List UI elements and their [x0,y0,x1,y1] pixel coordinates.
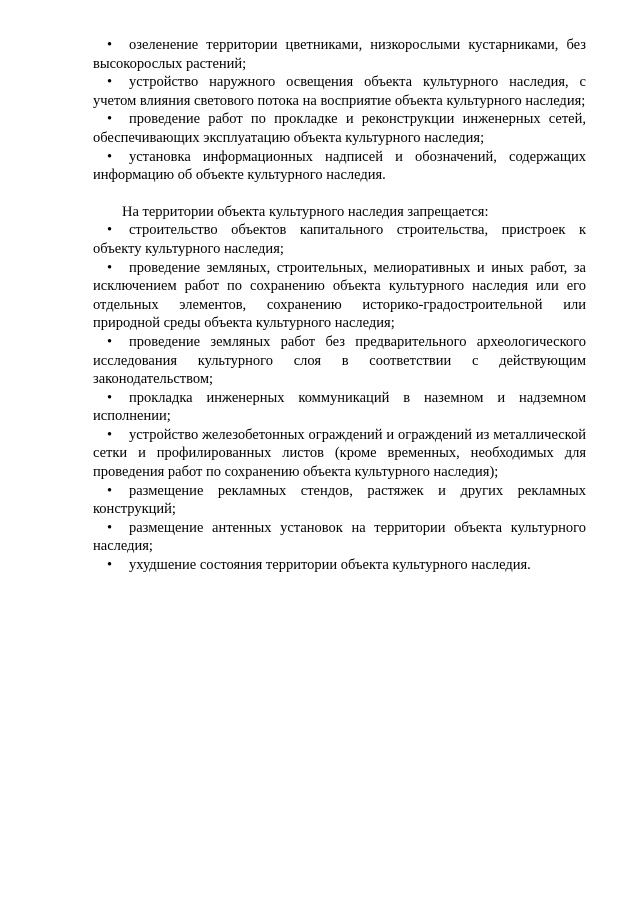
bullet-icon: • [107,148,113,165]
list-item [93,333,586,389]
list-item [93,259,586,333]
document-body [93,36,586,575]
list-item-text: прокладка инженерных коммуникаций в наземном и надземном исполнении; [93,389,586,425]
list-item-text: размещение рекламных стендов, растяжек и других рекламных конструкций; [93,482,586,518]
list-item [93,556,586,575]
bullet-icon: • [107,74,113,91]
bullet-icon: • [107,519,113,536]
list-item [93,148,586,185]
list-item [93,389,586,426]
list-item-text: размещение антенных установок на территории объекта культурного наследия; [93,519,586,555]
bullet-icon: • [107,389,113,406]
list-item-text: устройство наружного освещения объекта культурного наследия, с учетом влияния светового потока на восприятие объекта культурного наследия; [93,74,586,109]
list-item-text: устройство железобетонных ограждений и ограждений из металлической сетки и профилированных листов (кроме временных, необходимых для проведения работ по сохранению объекта культурного наследия); [93,426,586,481]
list-item-text: проведение земляных, строительных, мелиоративных и иных работ, за исключением работ по сохранению объекта культурного наследия или его отдельных элементов, сохранению историко-градостроительной или природной среды объекта культурного наследия; [93,259,586,332]
list-item [93,73,586,110]
bullet-icon: • [107,111,113,128]
list-item [93,426,586,482]
bullet-icon: • [107,222,113,239]
list-item-text: ухудшение состояния территории объекта культурного наследия. [129,557,531,574]
bullet-icon: • [107,37,113,53]
list-item-text: озеленение территории цветниками, низкорослыми кустарниками, без высокорослых растений; [93,37,586,72]
bullet-icon: • [107,426,113,443]
list-item-text: проведение земляных работ без предварительного археологического исследования культурного слоя в соответствии с действующим законодательством; [93,333,586,388]
bullet-icon: • [107,333,113,350]
list-item [93,221,586,258]
bullet-icon: • [107,557,113,574]
list-item [93,482,586,519]
list-item [93,36,586,73]
list-item [93,110,586,147]
list-item-text: строительство объектов капитального строительства, пристроек к объекту культурного наследия; [93,222,586,257]
prohibited-heading: На территории объекта культурного наследия запрещается: [122,203,489,220]
list-item [93,519,586,556]
list-item-text: проведение работ по прокладке и реконструкции инженерных сетей, обеспечивающих эксплуатацию объекта культурного наследия; [93,111,586,146]
prohibited-works-list [93,221,586,574]
bullet-icon: • [107,259,113,276]
permitted-works-list [93,36,586,185]
list-item-text: установка информационных надписей и обозначений, содержащих информацию об объекте культурного наследия. [93,148,586,184]
bullet-icon: • [107,482,113,499]
